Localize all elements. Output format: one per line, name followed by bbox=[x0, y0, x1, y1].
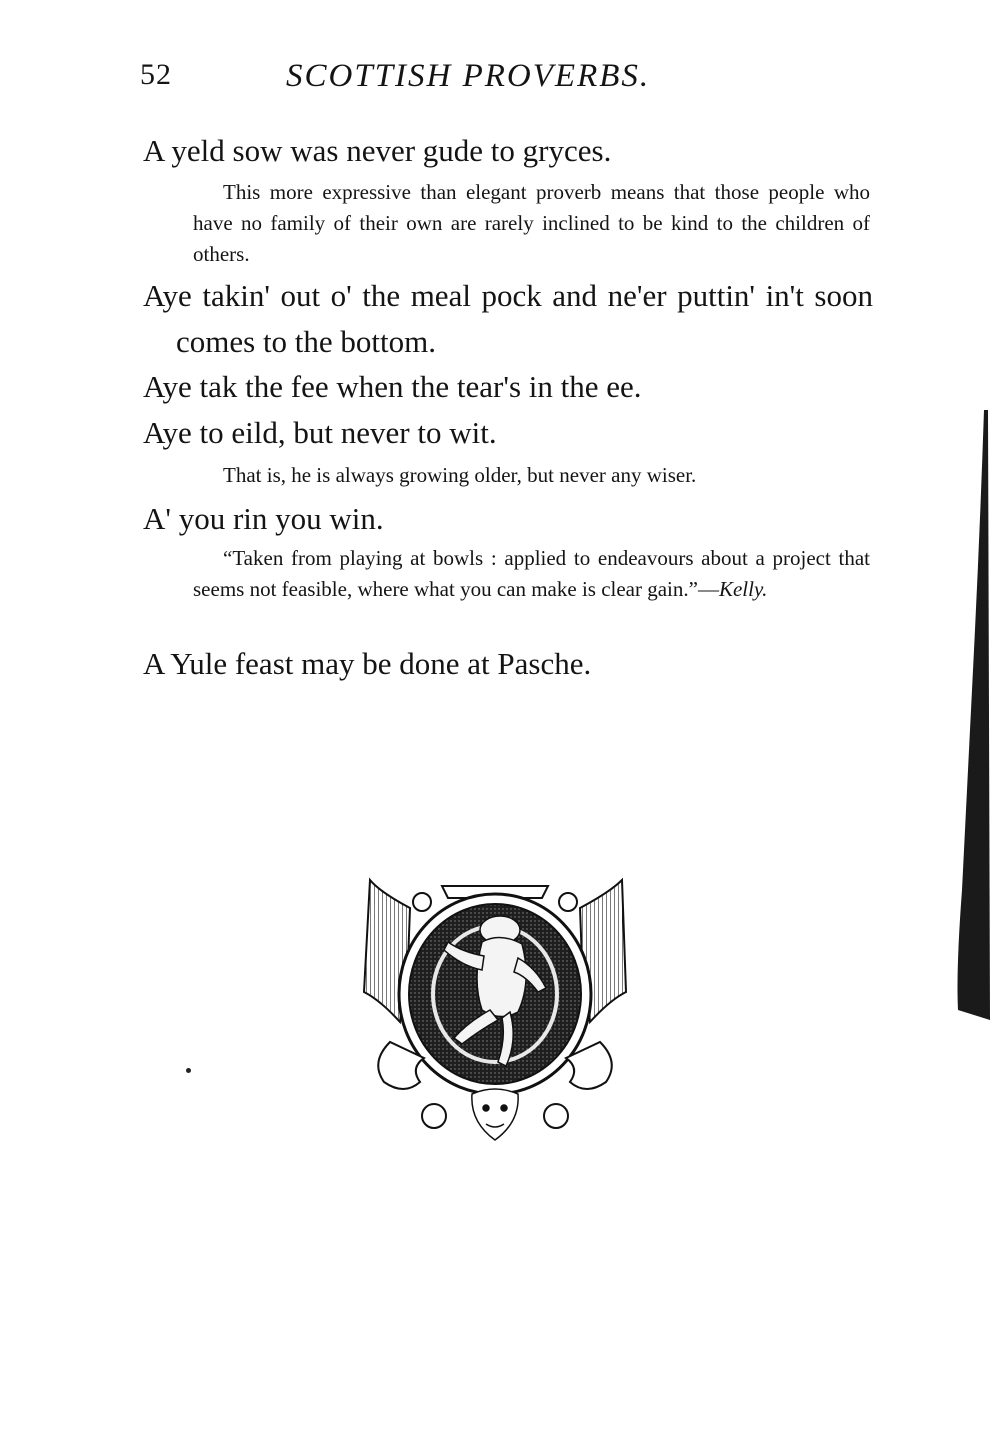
grotesque-mask bbox=[472, 1089, 518, 1140]
ink-speck bbox=[186, 1068, 191, 1073]
page-number: 52 bbox=[140, 58, 172, 91]
scroll-top-right bbox=[559, 893, 577, 911]
note-1: This more expressive than elegant proverb means that those people who have no family of their own are rarely inclined to be kind to the children of others. bbox=[193, 180, 870, 266]
note-5 bbox=[193, 543, 870, 605]
proverb-4: Aye to eild, but never to wit. bbox=[143, 415, 497, 450]
scroll-top-left bbox=[413, 893, 431, 911]
proverb-3: Aye tak the fee when the tear's in the ee. bbox=[143, 369, 642, 404]
proverb-6: A Yule feast may be done at Pasche. bbox=[143, 646, 592, 681]
note-4: That is, he is always growing older, but never any wiser. bbox=[223, 463, 697, 487]
proverb-2: Aye takin' out o' the meal pock and ne'er puttin' in't soon comes to the bottom. bbox=[143, 278, 873, 359]
curl-left bbox=[422, 1104, 446, 1128]
page-edge-shadow bbox=[950, 410, 990, 1020]
note-5-attribution: Kelly. bbox=[718, 577, 768, 601]
proverb-1: A yeld sow was never gude to gryces. bbox=[143, 133, 612, 168]
running-title: SCOTTISH PROVERBS. bbox=[286, 58, 651, 94]
bear-cartouche-ornament bbox=[350, 872, 640, 1150]
curl-right bbox=[544, 1104, 568, 1128]
note-5-text: “Taken from playing at bowls : applied to endeavours about a project that seems not feasible, where what you can make is clear gain.”— bbox=[193, 546, 870, 601]
proverb-5: A' you rin you win. bbox=[143, 501, 384, 536]
page-header bbox=[140, 58, 870, 102]
